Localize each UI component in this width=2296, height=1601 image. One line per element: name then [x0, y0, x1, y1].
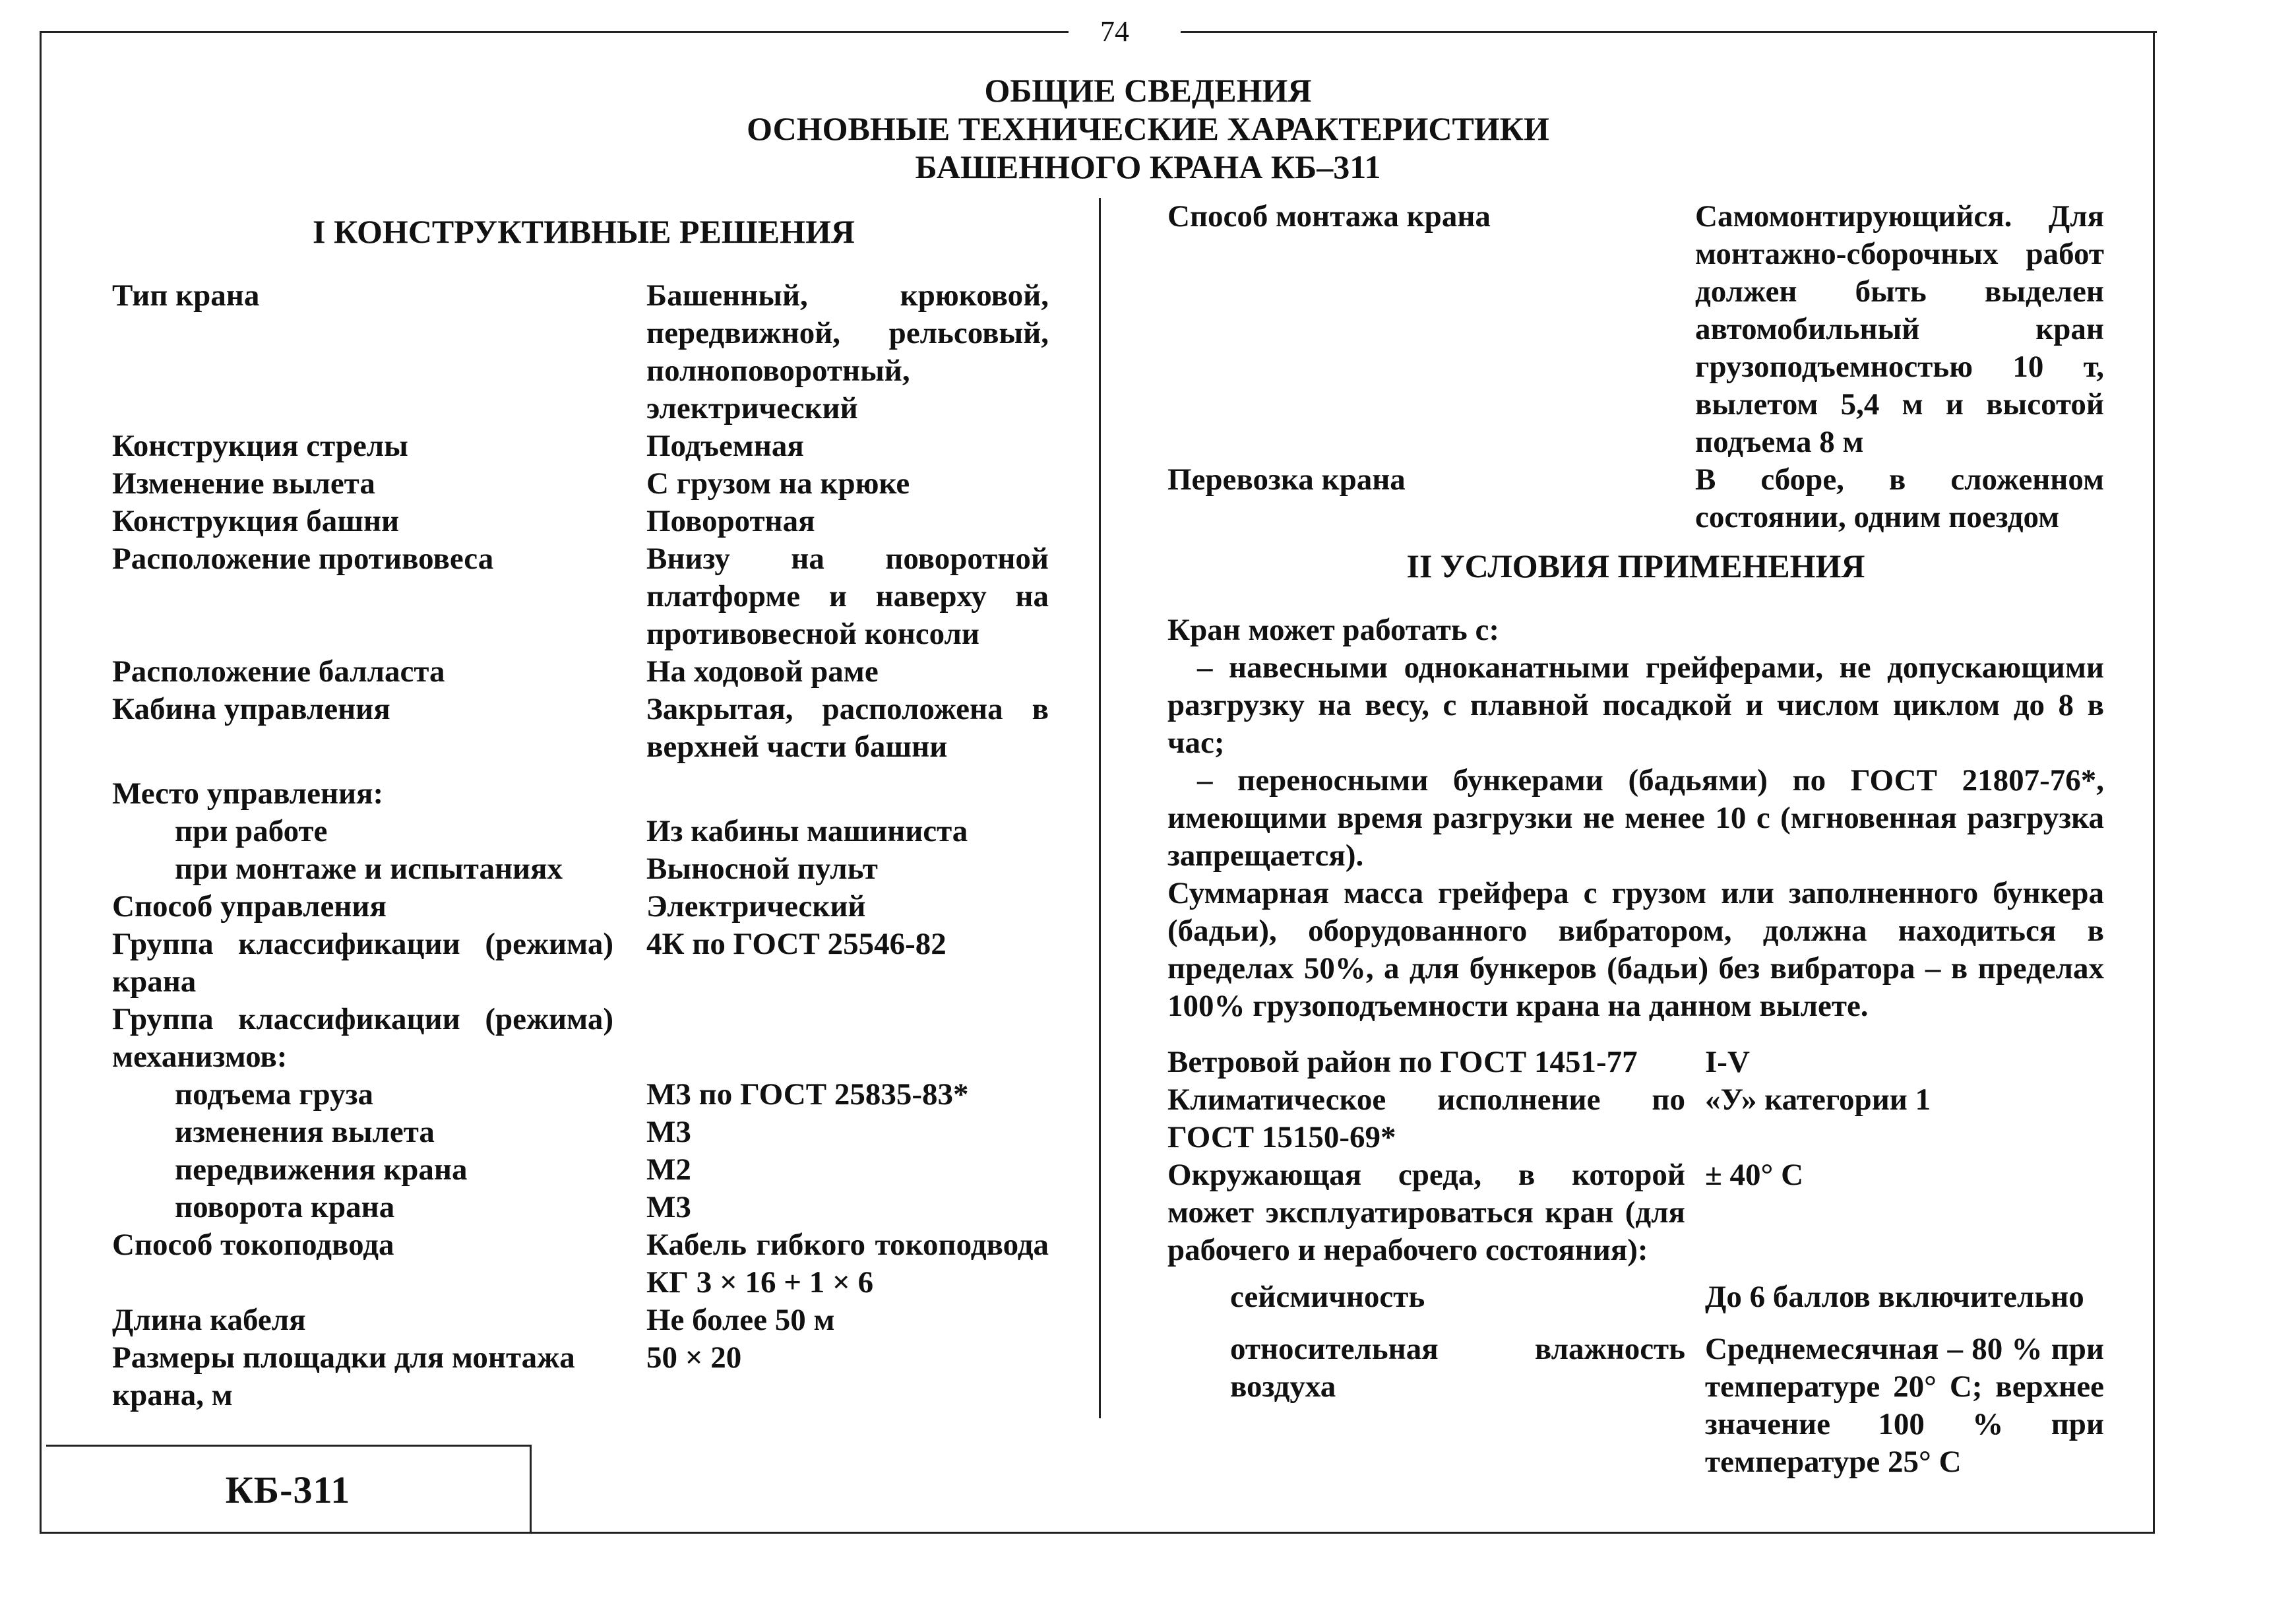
spec-value: Не более 50 м [646, 1303, 835, 1337]
spec-value: В сборе, в сложенном состоянии, одним поездом [1695, 462, 2104, 534]
spec-row [112, 926, 1055, 1001]
spec-row [112, 775, 1055, 813]
spec-row [1167, 461, 2104, 536]
spec-row [1167, 1331, 2104, 1481]
column-divider [1099, 198, 1101, 1418]
spec-row [1167, 1156, 2104, 1269]
spec-term: Перевозка крана [1167, 462, 1406, 497]
spec-row [112, 277, 1055, 427]
spec-value: До 6 баллов включительно [1705, 1280, 2084, 1314]
spec-term: изменения вылета [175, 1115, 435, 1149]
page-number: 74 [1100, 15, 1129, 47]
spec-term: при монтаже и испытаниях [175, 852, 563, 886]
spec-term: Расположение противовеса [112, 542, 494, 576]
spec-row [112, 540, 1055, 653]
spec-value: 4К по ГОСТ 25546-82 [646, 927, 946, 961]
spec-value: Поворотная [646, 504, 815, 538]
spec-value: 50 × 20 [646, 1340, 742, 1375]
spec-term: относительная влажность воздуха [1230, 1332, 1685, 1404]
usage-item-grab: – навесными одноканатными грейферами, не допускающими разгрузку на весу, с плавной посадкой и числом циклом до 8 в час; [1167, 650, 2104, 760]
spec-term: Способ токоподвода [112, 1228, 394, 1262]
spec-term: Группа классификации (режима) механизмов: [112, 1002, 613, 1074]
left-column [112, 211, 1055, 1414]
spec-term: подъема груза [175, 1077, 373, 1112]
spec-term: Ветровой район по ГОСТ 1451-77 [1167, 1045, 1638, 1079]
spec-row [1167, 1081, 2104, 1156]
spec-value: М3 [646, 1190, 691, 1224]
spec-row [112, 850, 1055, 888]
spec-value: Закрытая, расположена в верхней части башни [646, 692, 1049, 764]
spec-value: I-V [1705, 1045, 1750, 1079]
spec-term: Кабина управления [112, 692, 390, 726]
spec-row [112, 465, 1055, 503]
spec-term: Длина кабеля [112, 1303, 306, 1337]
usage-item-bucket: – переносными бункерами (бадьями) по ГОСТ 21807-76*, имеющими время разгрузки не менее 10 с (мгновенная разгрузка запрещается). [1167, 763, 2104, 873]
spec-term: при работе [175, 814, 328, 848]
spec-row [1167, 1044, 2104, 1081]
spec-row [112, 1302, 1055, 1339]
spec-row [112, 653, 1055, 691]
spec-value: М2 [646, 1152, 691, 1187]
spec-value: «У» категории 1 [1705, 1083, 1931, 1117]
spec-term: Окружающая среда, в которой может эксплуатироваться кран (для рабочего и нерабочего состояния): [1167, 1158, 1685, 1267]
spec-value: Электрический [646, 889, 866, 924]
spec-value: Самомонтирующийся. Для монтажно-сборочных работ должен быть выделен автомобильный кран грузоподъемностью 10 т, вылетом 5,4 м и высотой подъема 8 м [1695, 199, 2104, 459]
spec-term: Место управления: [112, 776, 384, 811]
document-title [0, 71, 2296, 186]
spec-term: Климатическое исполнение по ГОСТ 15150-69* [1167, 1083, 1685, 1154]
spec-term: поворота крана [175, 1190, 395, 1224]
spec-term: Группа классификации (режима) крана [112, 927, 613, 999]
spec-row [112, 888, 1055, 926]
spec-value: Подъемная [646, 429, 804, 463]
spec-value: Выносной пульт [646, 852, 878, 886]
spec-row [1167, 1278, 2104, 1316]
section-2-heading: II УСЛОВИЯ ПРИМЕНЕНИЯ [1406, 548, 1865, 584]
spec-row [112, 813, 1055, 850]
spec-value: Кабель гибкого токоподвода КГ 3 × 16 + 1 × 6 [646, 1228, 1049, 1300]
spec-term: Расположение балласта [112, 654, 445, 689]
spec-term: Изменение вылета [112, 466, 375, 501]
spec-term: Конструкция башни [112, 504, 400, 538]
spec-row [112, 1339, 1055, 1414]
spec-row [1167, 198, 2104, 461]
spec-term: передвижения крана [175, 1152, 468, 1187]
spec-value: Башенный, крюковой, передвижной, рельсовый, полноповоротный, электрический [646, 278, 1049, 425]
spec-value: На ходовой раме [646, 654, 879, 689]
usage-mass-note: Суммарная масса грейфера с грузом или заполненного бункера (бадьи), оборудованного вибратором, должна находиться в пределах 50%, а для бункеров (бадьи) без вибратора – в пределах 100% грузоподъемности крана на данном вылете. [1167, 876, 2104, 1023]
spec-row [112, 1151, 1055, 1189]
spec-row [112, 1226, 1055, 1302]
title-stamp: КБ-311 [46, 1445, 532, 1533]
spec-term: Тип крана [112, 278, 260, 313]
spec-value: М3 [646, 1115, 691, 1149]
spec-value: Среднемесячная – 80 % при температуре 20° С; верхнее значение 100 % при температуре 25° С [1705, 1332, 2104, 1479]
title-line-1: ОБЩИЕ СВЕДЕНИЯ [984, 72, 1312, 109]
spec-value: М3 по ГОСТ 25835-83* [646, 1077, 969, 1112]
spec-value: ± 40° С [1705, 1158, 1804, 1192]
spec-value: Внизу на поворотной платформе и наверху на противовесной консоли [646, 542, 1049, 651]
title-line-3: БАШЕННОГО КРАНА КБ–311 [915, 148, 1381, 185]
spec-row [112, 503, 1055, 540]
spec-row [112, 691, 1055, 766]
spec-row [112, 1189, 1055, 1226]
usage-intro: Кран может работать с: [1167, 613, 1499, 647]
spec-row [112, 1001, 1055, 1076]
spec-row [112, 1114, 1055, 1151]
spec-term: Способ монтажа крана [1167, 199, 1491, 234]
section-1-heading: I КОНСТРУКТИВНЫЕ РЕШЕНИЯ [313, 213, 855, 250]
right-column [1167, 198, 2104, 1481]
spec-value: Из кабины машиниста [646, 814, 968, 848]
spec-row [112, 1076, 1055, 1114]
spec-term: сейсмичность [1230, 1280, 1425, 1314]
title-line-2: ОСНОВНЫЕ ТЕХНИЧЕСКИЕ ХАРАКТЕРИСТИКИ [747, 110, 1549, 147]
spec-term: Размеры площадки для монтажа крана, м [112, 1340, 575, 1412]
spec-term: Способ управления [112, 889, 387, 924]
spec-term: Конструкция стрелы [112, 429, 408, 463]
spec-value: С грузом на крюке [646, 466, 910, 501]
spec-row [112, 427, 1055, 465]
